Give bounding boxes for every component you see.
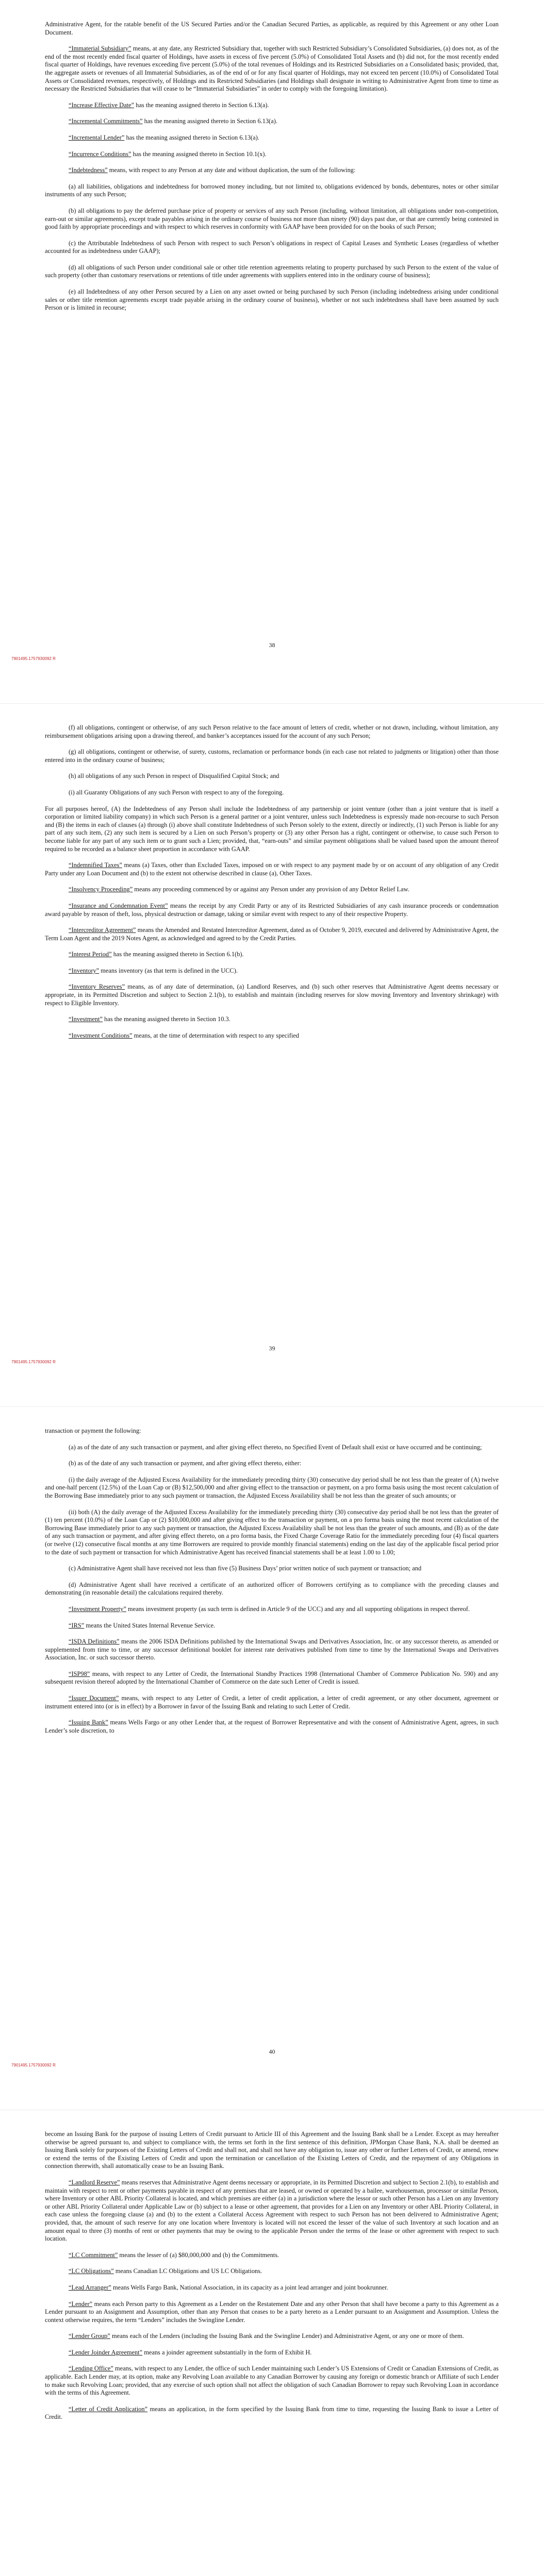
definition-text: has the meaning assigned thereto in Section 6.13(a).: [124, 133, 259, 141]
defined-term: “Investment”: [69, 1015, 103, 1023]
body-paragraph: (c) Administrative Agent shall have received not less than five (5) Business Days’ prior written notice of such payment or transaction; and: [69, 1565, 422, 1572]
definition-paragraph: [45, 166, 499, 175]
definition-paragraph: [45, 2300, 499, 2325]
defined-term: “Indebtedness”: [69, 166, 108, 174]
definition-paragraph: [45, 1032, 499, 1040]
body-paragraph: (f) all obligations, contingent or otherwise, of any such Person relative to the face amount of letters of credit, whether or not drawn, including, without limitation, any reimbursement obligations arising upon a drawing thereof, and banker’s acceptances issued for the account of any such Person;: [45, 724, 499, 739]
defined-term: “Lender Joinder Agreement”: [69, 2348, 143, 2356]
definition-paragraph: [45, 2365, 499, 2397]
definition-paragraph: [45, 45, 499, 93]
body-paragraph: (b) all obligations to pay the deferred purchase price of property or services of any such Person (including, without limitation, all obligations under non-competition, earn-out or similar agreements), except trade payables arising in the ordinary course of business not more than ninety (90) days past due, or that are currently being contested in good faith by appropriate proceedings and with respect to which reserves in conformity with GAAP have been provided for on the books of such Person;: [45, 207, 499, 231]
defined-term: “Indemnified Taxes”: [69, 861, 122, 869]
body-paragraph: For all purposes hereof, (A) the Indebtedness of any Person shall include the Indebtedness of any partnership or joint venture (other than a joint venture that is itself a corporation or limited liability company) in which such Person is a general partner or a joint venturer, unless such Indebtedness is expressly made non-recourse to such Person and (B) the items in each of clauses (a) through (i) above shall constitute Indebtedness of such Person solely to the extent, directly or indirectly, (1) such Person is liable for any part of any such item, (2) any such item is secured by a Lien on such Person’s property or (3) any other Person has a right, contingent or otherwise, to cause such Person to become liable for any part of any such item or to grant such a Lien; provided, that, “earn-outs” and similar payment obligations shall be valued based upon the amount thereof required to be recorded as a balance sheet proportion in accordance with GAAP.: [45, 805, 499, 853]
definition-paragraph: [45, 2405, 499, 2421]
definition-paragraph: [45, 861, 499, 877]
definition-paragraph: [45, 983, 499, 1007]
body-paragraph: (c) the Attributable Indebtedness of such Person with respect to such Person’s obligations in respect of Capital Leases and Synthetic Leases (regardless of whether accounted for as indebtedness under GAAP);: [45, 239, 499, 255]
document-page: [0, 1406, 544, 2110]
page-number: 39: [269, 1345, 275, 1352]
body-paragraph: (b) as of the date of any such transaction or payment, and after giving effect thereto, either:: [69, 1460, 302, 1467]
definition-text: means the United States Internal Revenue Service.: [84, 1621, 216, 1629]
definition-text: means, at any date, any Restricted Subsidiary that, together with such Restricted Subsidiary’s Consolidated Subsidiaries, (a) does not, as of the end of the most recently ended fiscal quarter of Holdings, have assets in excess of five percent (5.0%) of Consolidated Total Assets and (b) did not, for the most recently ended fiscal quarter of Holdings, have revenues exceeding five percent (5.0%) of the total revenues of Holdings and its Restricted Subsidiaries on a Consolidated basis; provided, that, the aggregate assets or revenues of all Immaterial Subsidiaries, as of the end of or for any fiscal quarter of Holdings, may not exceed ten percent (10.0%) of Consolidated Total Assets or Consolidated revenues, respectively, of Holdings and its Restricted Subsidiaries (and Holdings shall designate in writing to Administrative Agent from time to time as necessary the Restricted Subsidiaries that will cease to be “Immaterial Subsidiaries” in order to comply with the foregoing limitation).: [45, 45, 499, 93]
definition-paragraph: [45, 1605, 499, 1614]
definition-paragraph: [45, 134, 499, 142]
definition-paragraph: [45, 1638, 499, 1662]
definition-text: means each of the Lenders (including the Issuing Bank and the Swingline Lender) and Administrative Agent, or any one or more of them.: [110, 2332, 464, 2340]
definition-paragraph: [45, 2179, 499, 2243]
definition-paragraph: [45, 1694, 499, 1710]
definition-text: means any proceeding commenced by or against any Person under any provision of any Debtor Relief Law.: [133, 886, 409, 893]
definition-paragraph: [45, 150, 499, 159]
document-id-footer: 7901495.1757930092 R: [11, 1360, 56, 1364]
definition-paragraph: [45, 951, 499, 959]
definition-text: means, at the time of determination with respect to any specified: [132, 1031, 299, 1039]
definition-text: has the meaning assigned thereto in Section 6.1(b).: [111, 951, 244, 958]
defined-term: “Landlord Reserve”: [69, 2178, 120, 2186]
defined-term: “Letter of Credit Application”: [69, 2405, 148, 2413]
body-paragraph: (i) all Guaranty Obligations of any such Person with respect to any of the foregoing.: [69, 788, 284, 796]
defined-term: “Inventory Reserves”: [69, 983, 125, 991]
body-paragraph: become an Issuing Bank for the purpose of issuing Letters of Credit pursuant to Article III of this Agreement and the Issuing Bank shall be a Lender. Except as may hereafter otherwise be agreed pursuant to, and subject to compliance with, the terms set forth in the first sentence of this definition, JPMorgan Chase Bank, N.A. shall be deemed an Issuing Bank solely for purposes of the Existing Letters of Credit and shall not, and shall not have any obligation to, issue any other or further Letters of Credit, or amend, renew or extend the terms of the Existing Letters of Credit and upon the termination or cancellation of the Existing Letters of Credit, and the repayment of any Obligations in connection therewith, shall automatically cease to be an Issuing Bank.: [45, 2130, 499, 2170]
body-paragraph: transaction or payment the following:: [45, 1427, 141, 1434]
definition-text: means Canadian LC Obligations and US LC Obligations.: [113, 2267, 262, 2275]
definition-text: has the meaning assigned thereto in Section 6.13(a).: [134, 101, 269, 109]
definition-text: means the lesser of (a) $80,000,000 and (b) the Commitments.: [118, 2251, 279, 2259]
definition-text: has the meaning assigned thereto in Section 10.1(x).: [131, 150, 267, 158]
document-page: [0, 703, 544, 1406]
definition-text: means a joinder agreement substantially in the form of Exhibit H.: [142, 2348, 312, 2356]
definition-paragraph: [45, 1719, 499, 1735]
document-id-footer: 7901495.1757930092 R: [11, 2063, 56, 2067]
definition-text: means (a) Taxes, other than Excluded Taxes, imposed on or with respect to any payment made by or on account of any obligation of any Credit Party under any Loan Document and (b) to the extent not otherwise described in clause (a), Other Taxes.: [45, 861, 499, 877]
defined-term: “Incremental Lender”: [69, 133, 125, 141]
defined-term: “LC Obligations”: [69, 2267, 114, 2275]
defined-term: “Lender Group”: [69, 2332, 110, 2340]
definition-text: means each Person party to this Agreement as a Lender on the Restatement Date and any other Person that shall have become a party to this Agreement as a Lender pursuant to an Assignment and Assumption, other than any Person that ceases to be a party hereto as a Lender pursuant to an Assignment and Assumption. Unless the context otherwise requires, the term “Lenders” includes the Swingline Lender.: [45, 2300, 499, 2324]
definition-text: means, with respect to any Person at any date and without duplication, the sum of the following:: [107, 166, 356, 174]
definition-text: means inventory (as that term is defined in the UCC).: [99, 967, 238, 974]
definition-paragraph: [45, 2284, 499, 2292]
definition-text: means, with respect to any Letter of Credit, a letter of credit application, a letter of credit agreement, or any other document, agreement or instrument entered into (or is in effect) by a Borrower in favor of the Issuing Bank and relating to such Letter of Credit.: [45, 1694, 499, 1710]
document-page: [0, 2110, 544, 2576]
defined-term: “Interest Period”: [69, 951, 112, 958]
definition-text: means, with respect to any Lender, the office of such Lender maintaining such Lender’s US Extensions of Credit or Canadian Extensions of Credit, as applicable. Each Lender may, at its option, make any Revolving Loan available to any Canadian Borrower by causing any foreign or domestic branch or Affiliate of such Lender to make such Revolving Loan; provided, that any exercise of such option shall not affect the obligation of such Canadian Borrower to repay such Revolving Loan in accordance with the terms of this Agreement.: [45, 2365, 499, 2397]
definition-paragraph: [45, 2332, 499, 2341]
page-number: 40: [269, 2048, 275, 2055]
definition-paragraph: [45, 2349, 499, 2357]
defined-term: “Lead Arranger”: [69, 2283, 111, 2291]
body-paragraph: (a) all liabilities, obligations and indebtedness for borrowed money including, but not limited to, obligations evidenced by bonds, debentures, notes or other similar instruments of any such Person;: [45, 182, 499, 198]
document-id-footer: 7901495.1757930092 R: [11, 656, 56, 661]
definition-paragraph: [45, 1622, 499, 1630]
page-separator: [0, 703, 544, 704]
defined-term: “Intercreditor Agreement”: [69, 926, 136, 934]
body-paragraph: (d) all obligations of such Person under conditional sale or other title retention agreements relating to property purchased by such Person to the extent of the value of such property (other than customary reservations or retentions of title under agreements with suppliers entered into in the ordinary course of business);: [45, 263, 499, 279]
page-body: [45, 2130, 499, 2430]
body-paragraph: Administrative Agent, for the ratable benefit of the US Secured Parties and/or the Canadian Secured Parties, as applicable, as required by this Agreement or any other Loan Document.: [45, 21, 499, 36]
defined-term: “Insolvency Proceeding”: [69, 886, 133, 893]
definition-text: means an application, in the form specified by the Issuing Bank from time to time, requesting the Issuing Bank to issue a Letter of Credit.: [45, 2405, 499, 2421]
defined-term: “ISDA Definitions”: [69, 1638, 120, 1646]
definition-text: means the Amended and Restated Intercreditor Agreement, dated as of October 9, 2019, executed and delivered by Administrative Agent, the Term Loan Agent and the 2019 Notes Agent, as acknowledged and agreed to by the Credit Parties.: [45, 926, 499, 942]
defined-term: “Insurance and Condemnation Event”: [69, 902, 168, 909]
definition-text: means investment property (as such term is defined in Article 9 of the UCC) and any and all supporting obligations in respect thereof.: [126, 1605, 470, 1613]
body-paragraph: (i) the daily average of the Adjusted Excess Availability for the immediately preceding thirty (30) consecutive day period shall be not less than the greater of (A) twelve and one-half percent (12.5%) of the Loan Cap or (B) $12,500,000 and after giving effect to the transaction or payment, on a pro forma basis using the most recent calculation of the Borrowing Base immediately prior to any such payment or transaction, the Adjusted Excess Availability shall be not less than the greater of such amounts; or: [45, 1476, 499, 1499]
page-separator: [0, 1406, 544, 1407]
page-number: 38: [269, 641, 275, 649]
defined-term: “Lender”: [69, 2300, 93, 2308]
body-paragraph: (e) all Indebtedness of any other Person secured by a Lien on any asset owned or being purchased by such Person (including indebtedness arising under conditional sales or other title retention agreements except trade payable arising in the ordinary course of business), whether or not such indebtedness shall have been assumed by such Person or is limited in recourse;: [45, 288, 499, 312]
definition-text: means the receipt by any Credit Party or any of its Restricted Subsidiaries of any cash insurance proceeds or condemnation award payable by reason of theft, loss, physical destruction or damage, taking or similar event with respect to any of their respective Property.: [45, 902, 499, 918]
definition-paragraph: [45, 2267, 499, 2276]
definition-text: means, as of any date of determination, (a) Landlord Reserves, and (b) such other reserves that Administrative Agent deems necessary or appropriate, in its Permitted Discretion and subject to Section 2.1(b), to establish and maintain (including reserves for slow moving Inventory and Inventory shrinkage) with respect to Eligible Inventory.: [45, 983, 499, 1007]
body-paragraph: (h) all obligations of any such Person in respect of Disqualified Capital Stock; and: [69, 772, 279, 780]
definition-text: has the meaning assigned thereto in Section 6.13(a).: [142, 117, 277, 125]
definition-paragraph: [45, 1015, 499, 1024]
defined-term: “Investment Property”: [69, 1605, 126, 1613]
definition-text: has the meaning assigned thereto in Section 10.3.: [103, 1015, 230, 1023]
defined-term: “Issuing Bank”: [69, 1719, 108, 1726]
page-body: [45, 21, 499, 320]
defined-term: “Issuer Document”: [69, 1694, 119, 1702]
page-body: [45, 1427, 499, 1743]
defined-term: “Immaterial Subsidiary”: [69, 45, 131, 53]
definition-paragraph: [45, 2251, 499, 2260]
definition-text: means Wells Fargo or any other Lender that, at the request of Borrower Representative and with the consent of Administrative Agent, agrees, in such Lender’s sole discretion, to: [45, 1719, 499, 1734]
defined-term: “Incremental Commitments”: [69, 117, 143, 125]
definition-paragraph: [45, 117, 499, 126]
definition-paragraph: [45, 967, 499, 975]
defined-term: “Increase Effective Date”: [69, 101, 135, 109]
body-paragraph: (g) all obligations, contingent or otherwise, of surety, customs, reclamation or performance bonds (in each case not related to judgments or litigation) other than those entered into in the ordinary course of business;: [45, 748, 499, 764]
defined-term: “Lending Office”: [69, 2365, 113, 2372]
defined-term: “Investment Conditions”: [69, 1031, 133, 1039]
defined-term: “Inventory”: [69, 967, 100, 974]
body-paragraph: (d) Administrative Agent shall have received a certificate of an authorized officer of Borrowers certifying as to compliance with the preceding clauses and demonstrating (in reasonable detail) the calculations required thereby.: [45, 1581, 499, 1597]
definition-text: means Wells Fargo Bank, National Association, in its capacity as a joint lead arranger and joint bookrunner.: [111, 2283, 388, 2291]
body-paragraph: (a) as of the date of any such transaction or payment, and after giving effect thereto, no Specified Event of Default shall exist or have occurred and be continuing;: [69, 1443, 482, 1451]
definition-text: means reserves that Administrative Agent deems necessary or appropriate, in its Permitted Discretion and subject to Section 2.1(b), to establish and maintain with respect to rent or other payments payable in respect of any premises that are leased, or owned or operated by a bailee, warehouseman, processor or similar Person, where Inventory or other ABL Priority Collateral is located, and which premises are either (a) in a jurisdiction where the lessor or such other Person has a Lien on any Inventory or other ABL Priority Collateral under Applicable Law or (b) subject to a lease or other agreement, that provides for a Lien on any Inventory or other ABL Priority Collateral, in each case unless the foregoing clause (a) and (b) to the extent a Collateral Access Agreement with respect to such Person has not been delivered to Administrative Agent; provided, that, the amount of such reserve for any one location where Inventory is located will not exceed the lesser of the value of such Inventory at such location and an amount equal to three (3) months of rent or other payments that may be owing to the applicable Person under the terms of the lease or other agreement with respect to such location.: [45, 2178, 499, 2243]
definition-paragraph: [45, 101, 499, 110]
definition-paragraph: [45, 926, 499, 942]
definition-paragraph: [45, 1670, 499, 1686]
definition-text: means, with respect to any Letter of Credit, the International Standby Practices 1998 (International Chamber of Commerce Publication No. 590) and any subsequent revision thereof adopted by the International Chamber of Commerce on the date such Letter of Credit is issued.: [45, 1670, 499, 1686]
defined-term: “Incurrence Conditions”: [69, 150, 131, 158]
page-body: [45, 724, 499, 1048]
definition-paragraph: [45, 902, 499, 918]
defined-term: “ISP98”: [69, 1670, 90, 1677]
definition-text: means the 2006 ISDA Definitions published by the International Swaps and Derivatives Association, Inc. or any successor thereto, as amended or supplemented from time to time, or any successor definitional booklet for interest rate derivatives published from time to time by the International Swaps and Derivatives Association, Inc. or such successor thereto.: [45, 1638, 499, 1662]
definition-paragraph: [45, 886, 499, 894]
body-paragraph: (ii) both (A) the daily average of the Adjusted Excess Availability for the immediately preceding thirty (30) consecutive day period shall be not less than the greater of (1) ten percent (10.0%) of the Loan Cap or (2) $10,000,000 and after giving effect to the transaction or payment, on a pro forma basis using the most recent calculation of the Borrowing Base immediately prior to any such payment or transaction, the Adjusted Excess Availability shall be not less than the greater of such amounts, and (B) as of the date of any such transaction or payment, and after giving effect thereto, on a pro forma basis, the Fixed Charge Coverage Ratio for the immediately preceding four (4) fiscal quarters (or twelve (12) consecutive fiscal months at any time Borrowers are required to provide monthly financial statements) ending on the last day of the applicable fiscal period prior to the date of such payment or transaction for which Administrative Agent has received financial statements shall be at least 1.00 to 1.00;: [45, 1508, 499, 1556]
defined-term: “IRS”: [69, 1621, 85, 1629]
defined-term: “LC Commitment”: [69, 2251, 118, 2259]
document-page: [0, 0, 544, 703]
